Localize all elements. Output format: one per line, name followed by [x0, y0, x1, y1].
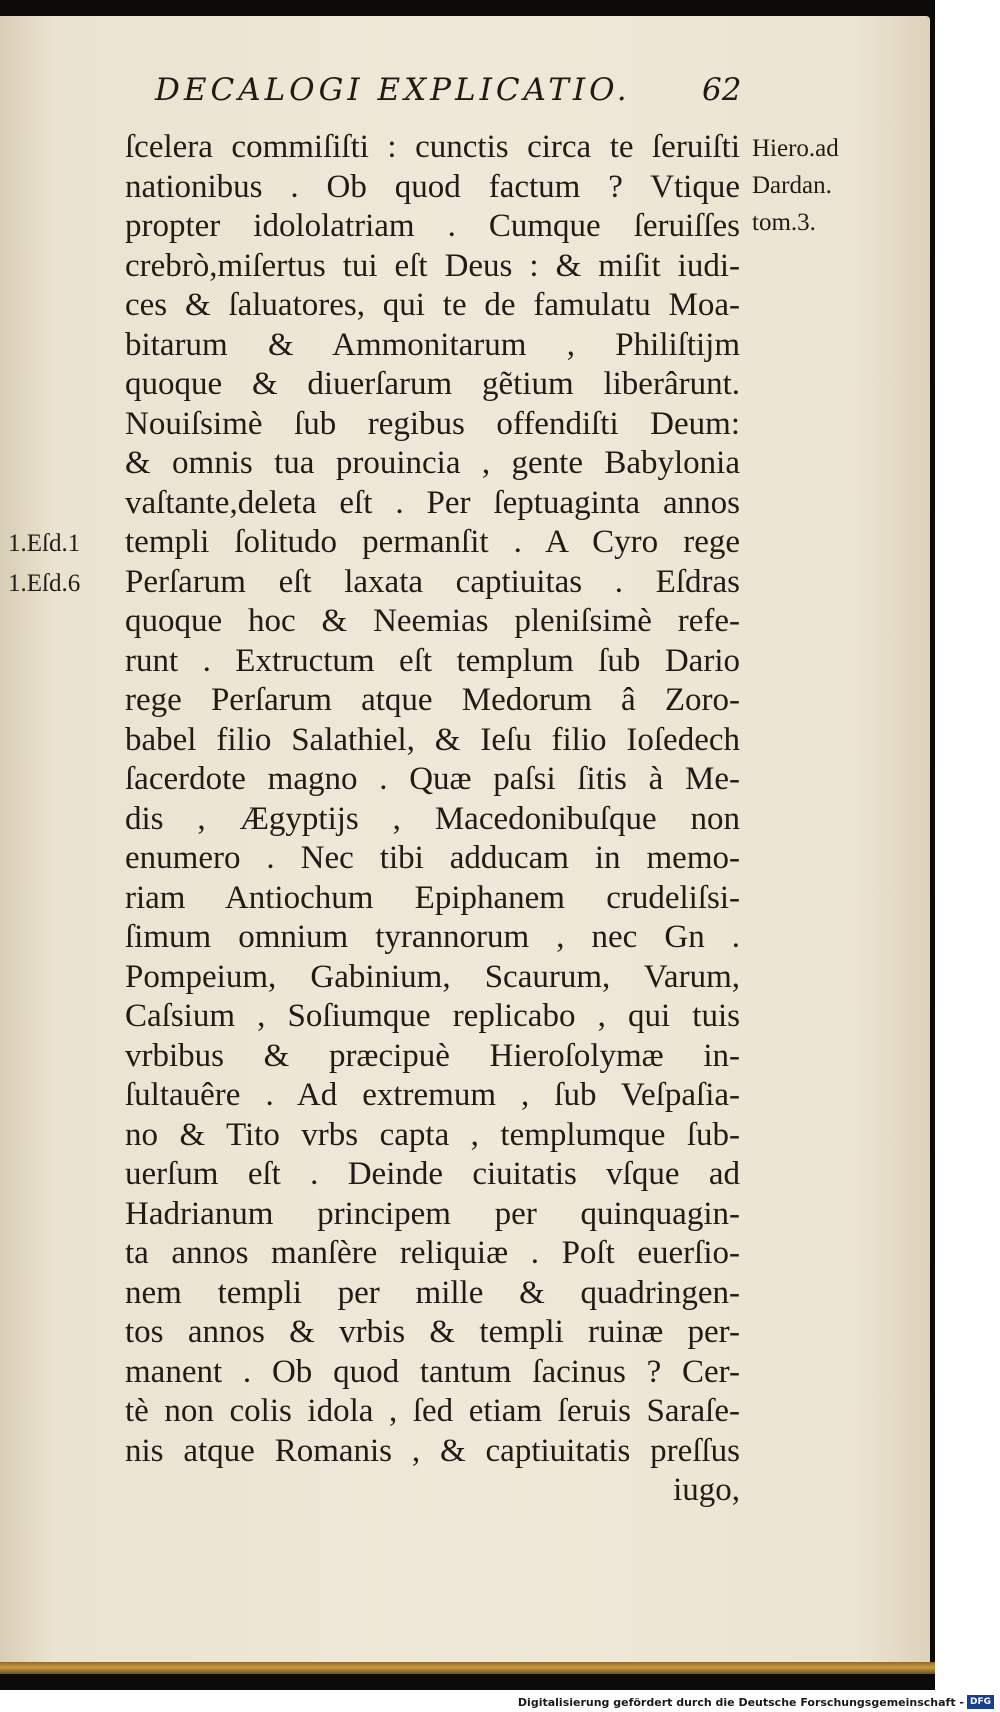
text-line: Caſsium , Soſiumque replicabo , qui tuis [125, 998, 740, 1034]
margin-note-line: Dardan. [752, 172, 832, 199]
dfg-logo-icon: DFG [967, 1695, 994, 1709]
text-line: babel filio Salathiel, & Ieſu filio Ioſedech [125, 721, 740, 758]
text-line: vaſtante,deleta eſt . Per ſeptuaginta annos [125, 484, 740, 521]
text-line: tè non colis idola , ſed etiam ſeruis Saraſe- [125, 1393, 740, 1429]
text-line: nem templi per mille & quadringen- [125, 1274, 740, 1311]
text-line: rege Perſarum atque Medorum â Zoro- [125, 682, 740, 718]
text-line: runt . Extructum eſt templum ſub Dario [125, 642, 740, 679]
text-line: vrbibus & præcipuè Hieroſolymæ in- [125, 1037, 740, 1074]
digitization-footer [518, 1694, 994, 1710]
text-line: nis atque Romanis , & captiuitatis preſſus [125, 1432, 740, 1469]
text-line: Nouiſsimè ſub regibus offendiſti Deum: [125, 405, 740, 442]
margin-note-line: 1.Eſd.6 [8, 569, 81, 597]
margin-note-line: 1.Eſd.1 [8, 530, 81, 557]
text-line: quoque hoc & Neemias pleniſsimè refe- [125, 603, 740, 639]
text-line: & omnis tua prouincia , gente Babylonia [125, 445, 740, 481]
text-line: ces & ſaluatores, qui te de famulatu Moa- [125, 287, 740, 323]
text-line: templi ſolitudo permanſit . A Cyro rege [125, 524, 740, 560]
text-line: uerſum eſt . Deinde ciuitatis vſque ad [125, 1156, 740, 1192]
text-line: nationibus . Ob quod factum ? Vtique [125, 168, 740, 205]
text-line: propter idololatriam . Cumque ſeruiſſes [125, 208, 740, 244]
text-line: manent . Ob quod tantum ſacinus ? Cer- [125, 1353, 740, 1390]
running-head: DECALOGI EXPLICATIO. [155, 72, 631, 108]
text-line: ſacerdote magno . Quæ paſsi ſitis à Me- [125, 761, 740, 797]
text-line: ſcelera commiſiſti : cunctis circa te ſeruiſti [125, 129, 740, 165]
text-line: enumero . Nec tibi adducam in memo- [125, 840, 740, 876]
text-line: Hadrianum principem per quinquagin- [125, 1195, 740, 1232]
margin-note-line: Hiero.ad [752, 135, 839, 162]
text-line: tos annos & vrbis & templi ruinæ per- [125, 1314, 740, 1350]
text-line: ſultauêre . Ad extremum , ſub Veſpaſia- [125, 1077, 740, 1113]
page-edge [0, 1662, 935, 1674]
text-line: riam Antiochum Epiphanem crudeliſsi- [125, 879, 740, 916]
margin-note-left [8, 524, 123, 603]
text-line: dis , Ægyptijs , Macedonibuſque non [125, 800, 740, 837]
text-line: ta annos manſère reliquiæ . Poſt euerſio- [125, 1235, 740, 1271]
text-line: bitarum & Ammonitarum , Philiſtijm [125, 326, 740, 363]
text-line: Perſarum eſt laxata captiuitas . Eſdras [125, 563, 740, 600]
page-number: 62 [702, 72, 742, 108]
text-line: quoque & diuerſarum gẽtium liberârunt. [125, 366, 740, 402]
text-line: Pompeium, Gabinium, Scaurum, Varum, [125, 958, 740, 995]
footer-text: Digitalisierung gefördert durch die Deutsche Forschungsgemeinschaft - [517, 1695, 964, 1709]
body-text [125, 128, 740, 1511]
text-line: crebrò,miſertus tui eſt Deus : & miſit iudi- [125, 247, 740, 284]
margin-note-line: tom.3. [752, 209, 816, 236]
text-line: iugo, [673, 1472, 740, 1508]
text-line: ſimum omnium tyrannorum , nec Gn . [125, 919, 740, 955]
text-line: no & Tito vrbs capta , templumque ſub- [125, 1116, 740, 1153]
margin-note-right [752, 130, 892, 241]
